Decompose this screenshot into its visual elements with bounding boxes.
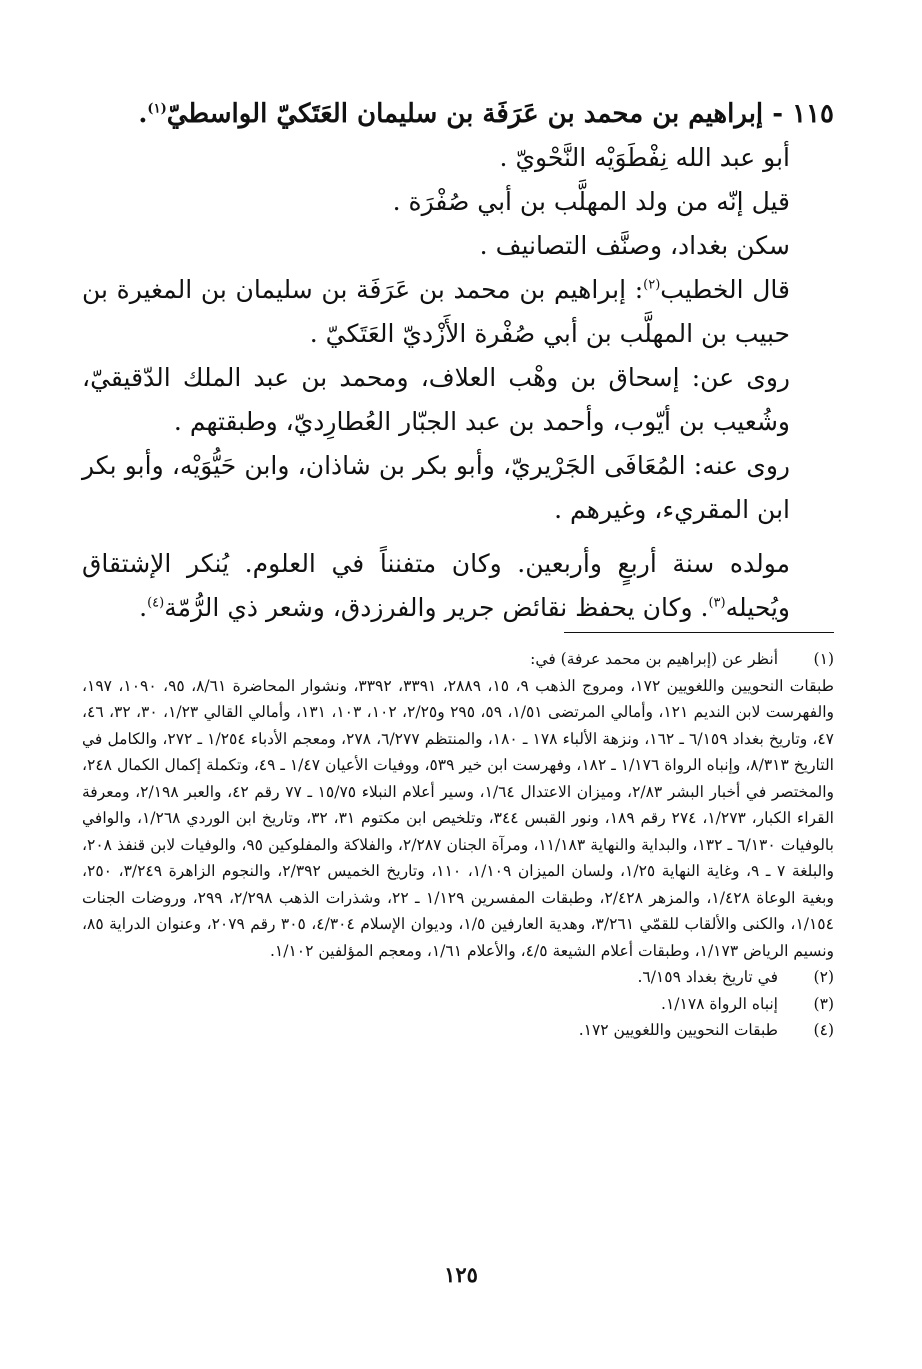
main-text — [82, 92, 834, 630]
footnote-mark-1: (١) — [147, 101, 167, 117]
footnote-text: طبقات النحويين واللغويين ١٧٢. — [578, 1021, 778, 1039]
footnote-text: إنباه الرواة ١/١٧٨. — [661, 994, 778, 1013]
entry-name: إبراهيم بن محمد بن عَرَفَة بن سليمان العَتَكيّ الواسطيّ — [166, 99, 764, 129]
footnote-mark-3: (٣) — [708, 595, 726, 611]
entry-heading: ١١٥ - إبراهيم بن محمد بن عَرَفَة بن سليمان العَتَكيّ الواسطيّ$^{(١)}$. — [138, 99, 834, 129]
narrated-from-paragraph: روى عن: إسحاق بن وهْب العلاف، ومحمد بن عبد الملك الدّقيقيّ، وشُعيب بن أيّوب، وأحمد بن عبد الجبّار العُطارِديّ، وطبقتهم . — [82, 363, 790, 436]
footnote-text: أنظر عن (إبراهيم بن محمد عرفة) في: — [530, 650, 778, 668]
entry-dash: - — [772, 99, 784, 129]
footnote-number: (٢) — [813, 968, 834, 986]
footnote-separator — [564, 632, 834, 633]
footnote-number: (٣) — [813, 994, 834, 1013]
birth-paragraph: مولده سنة أربعٍ وأربعين. وكان متفنناً في العلوم. يُنكر الإشتقاق ويُحيله$^{(٣)}$. وكان يحفظ نقائض جرير والفرزدق، وشعر ذي الرُّمّة$^{(٤)}$. — [82, 549, 790, 622]
footnote-number: (١) — [813, 650, 834, 668]
page-number: ١٢٥ — [444, 1262, 478, 1287]
footnote-mark-2: (٢) — [643, 277, 661, 293]
footnotes — [82, 646, 834, 1044]
narrated-by-paragraph: روى عنه: المُعَافَى الجَرْيريّ، وأبو بكر بن شاذان، وابن حَيُّوَيْه، وأبو بكر ابن المقريء، وغيرهم . — [82, 451, 790, 524]
kunya-line: أبو عبد الله نِفْطَوَيْه النَّحْويّ . — [499, 143, 790, 172]
khatib-paragraph: قال الخطيب$^{(٢)}$: إبراهيم بن محمد بن عَرَفَة بن سليمان بن المغيرة بن حبيب بن المهلَّب بن أبي صُفْرة الأَزْديّ العَتَكيّ . — [82, 275, 790, 348]
footnote-mark-4: (٤) — [147, 595, 165, 611]
footnote-2 — [82, 964, 834, 991]
footnote-1 — [82, 646, 834, 673]
footnote-1-sources: طبقات النحويين واللغويين ١٧٢، ومروج الذهب ٩، ١٥، ٢٨٨٩، ٣٣٩١، ٣٣٩٢، ونشوار المحاضرة ٨/٦١، ٩٥، ١٠٩٠، ١٩٧، والفهرست لابن النديم ١٢١، وأمالي المرتضى ١/٥١، ٥٩، ٢٩٥ و٢/٢٥، ١٠٢، ١٠٣، ١٣١، وأمالي القالي ١/٢٣، ٣٠، ٣٢، ٤٦، ٤٧، وتاريخ بغداد ٦/١٥٩ ـ ١٦٢، ونزهة الألباء ١٧٨ ـ ١٨٠، والمنتظم ٦/٢٧٧، ٢٧٨، ومعجم الأدباء ١/٢٥٤ ـ ٢٧٢، والكامل في التاريخ ٨/٣١٣، وإنباه الرواة ١/١٧٦ ـ ١٨٢، وفهرست ابن خير ٥٣٩، ووفيات الأعيان ١/٤٧ ـ ٤٩، وتكملة إكمال الكمال ٢٤٨، والمختصر في أخبار البشر ٢/٨٣، وميزان الاعتدال ١/٦٤، وسير أعلام النبلاء ١٥/٧٥ ـ ٧٧ رقم ٤٢، والعبر ٢/١٩٨، ومعرفة القراء الكبار، ١/٢٧٣، ٢٧٤ رقم ١٨٩، ونور القبس ٣٤٤، وتلخيص ابن مكتوم ٣١، ٣٢، وتاريخ ابن الوردي ١/٢٦٨، والوافي بالوفيات ٦/١٣٠ ـ ١٣٢، والبداية والنهاية ١١/١٨٣، ومرآة الجنان ٢/٢٨٧، والفلاكة والمفلوكين ٩٥، والوفيات لابن قنفذ ٢٠٨، والبلغة ٧ ـ ٩، وغاية النهاية ١/٢٥، ولسان الميزان ١/١٠٩، ١١٠، وتاريخ الخميس ٢/٣٩٢، والنجوم الزاهرة ٣/٢٤٩، ٢٥٠، وبغية الوعاة ١/٤٢٨، والمزهر ٢/٤٢٨، وطبقات المفسرين ١/١٢٩ ـ ٢٢، وشذرات الذهب ٢/٢٩٨، ٢٩٩، وروضات الجنات ١/١٥٤، والكنى والألقاب للقمّي ٣/٢٦١، وهدية العارفين ١/٥، وديوان الإسلام ٤/٣٠٤، ٣٠٥ رقم ٢٠٧٩، وعنوان الدراية ٨٥، ونسيم الرياض ١/١٧٣، وطبقات أعلام الشيعة ٤/٥، والأعلام ١/٦١، ومعجم المؤلفين ١/١٠٢. — [82, 676, 835, 960]
footnote-3 — [82, 991, 834, 1018]
footnote-text: في تاريخ بغداد ٦/١٥٩. — [637, 968, 778, 986]
entry-number: ١١٥ — [792, 99, 834, 129]
footnote-number: (٤) — [813, 1021, 834, 1039]
footnote-4 — [82, 1017, 834, 1044]
lineage-line: قيل إنّه من ولد المهلَّب بن أبي صُفْرَة . — [392, 187, 790, 216]
residence-line: سكن بغداد، وصنَّف التصانيف . — [479, 231, 790, 260]
